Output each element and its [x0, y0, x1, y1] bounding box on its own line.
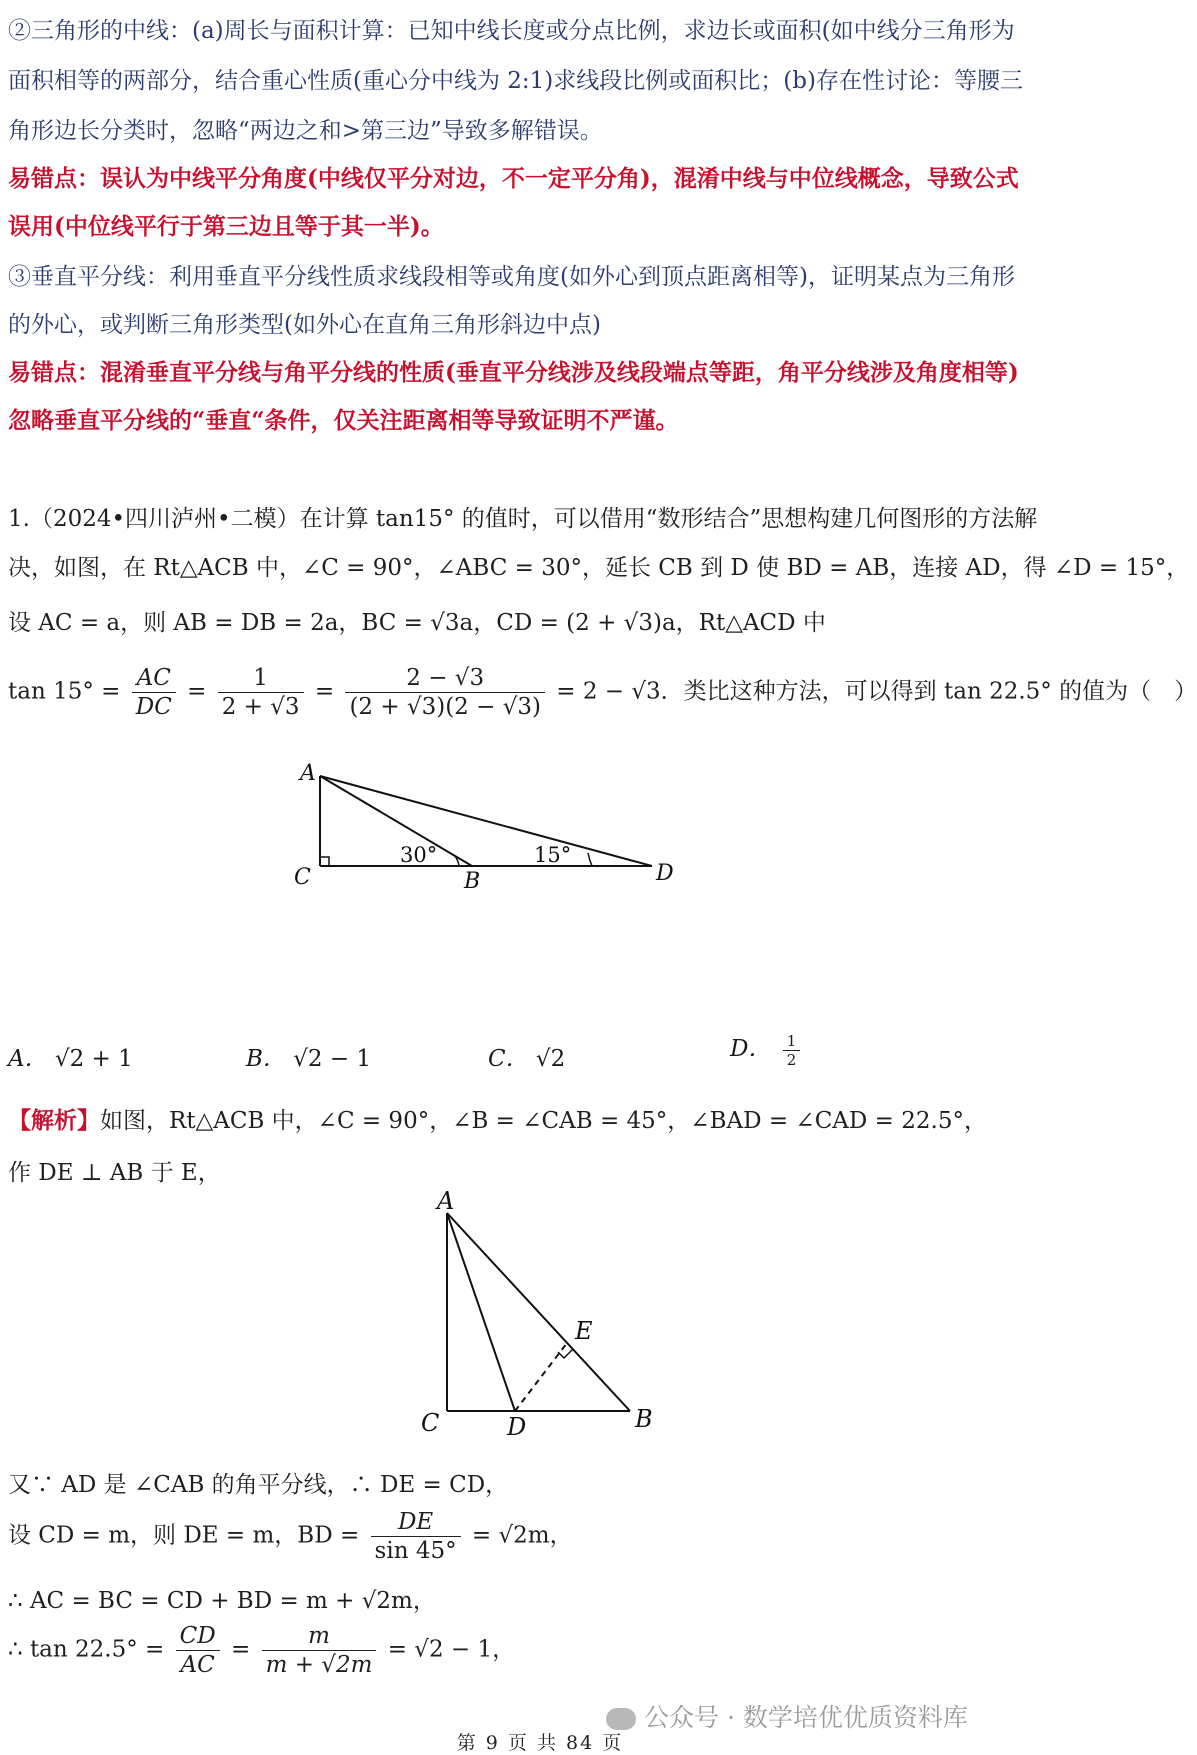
analysis-text: 如图，Rt△ACB 中，∠C = 90°，∠B = ∠CAB = 45°，∠BAD = ∠CAD = 22.5°，: [100, 1108, 987, 1134]
right-angle-mark-e: [558, 1349, 573, 1358]
option-b-value: √2 − 1: [293, 1046, 372, 1072]
fraction-rationalized: [345, 664, 545, 721]
fraction-denominator: (2 + √3)(2 − √3): [349, 694, 541, 720]
equals-sign: =: [314, 678, 335, 705]
fraction-m-over: [262, 1622, 377, 1679]
option-b-key: B．: [246, 1046, 286, 1072]
option-d-key: D．: [730, 1036, 772, 1062]
option-b[interactable]: [246, 1040, 371, 1073]
fraction-numerator: DE: [371, 1508, 461, 1537]
line4-prefix: 设 CD = m，则 DE = m，BD =: [8, 1522, 360, 1549]
fraction-denominator: AC: [180, 1652, 215, 1678]
pitfall-2-line-2: 忽略垂直平分线的“垂直“条件，仅关注距离相等导致证明不严谨。: [8, 407, 679, 434]
fraction-de-over-sin45: [371, 1508, 461, 1565]
label-a: A: [300, 761, 316, 786]
option-a[interactable]: [8, 1040, 133, 1073]
wechat-icon: [606, 1708, 636, 1730]
analysis-line-5: ∴ AC = BC = CD + BD = m + √2m，: [8, 1588, 436, 1614]
segment-ab: [320, 776, 472, 866]
line6-prefix: ∴ tan 22.5° =: [8, 1636, 165, 1663]
fraction-numerator: 2 − √3: [345, 664, 545, 693]
label-b: B: [635, 1405, 653, 1433]
right-angle-mark: [320, 857, 329, 866]
fraction-denominator: 2: [786, 1050, 797, 1069]
fraction-denominator: sin 45°: [374, 1538, 457, 1564]
line6-suffix: = √2 − 1，: [387, 1636, 516, 1663]
pitfall-1-line-2: 误用(中位线平行于第三边且等于其一半)。: [8, 213, 444, 240]
fraction-denominator: m + √2m: [265, 1652, 373, 1678]
fraction-numerator: 1: [218, 664, 304, 693]
fraction-denominator: DC: [135, 694, 172, 720]
figure-tan22-5-triangle: [415, 1187, 675, 1441]
formula-tail: = 2 − √3．类比这种方法，可以得到 tan 22.5° 的值为（ ）: [556, 678, 1197, 705]
angle-arc-15: [588, 853, 592, 866]
line4-suffix: = √2m，: [471, 1522, 573, 1549]
option-d[interactable]: [730, 1030, 804, 1069]
label-a: A: [437, 1187, 455, 1215]
formula-lhs: tan 15° =: [8, 678, 121, 705]
median-paragraph-line-2: 面积相等的两部分，结合重心性质(重心分中线为 2:1)求线段比例或面积比；(b)存在性讨论：等腰三: [8, 68, 1023, 94]
option-c-key: C．: [488, 1046, 529, 1072]
angle-label-15: 15°: [534, 843, 572, 867]
option-a-value: √2 + 1: [54, 1046, 133, 1072]
fraction-numerator: 1: [783, 1032, 801, 1051]
fraction-numerator: AC: [132, 664, 176, 693]
watermark-text: 公众号 · 数学培优优质资料库: [644, 1703, 968, 1732]
label-d: D: [507, 1413, 527, 1441]
bisector-paragraph-line-1: ③垂直平分线：利用垂直平分线性质求线段相等或角度(如外心到顶点距离相等)，证明某点为三角形: [8, 264, 1015, 290]
angle-label-30: 30°: [400, 843, 438, 867]
analysis-line-2: 作 DE ⊥ AB 于 E，: [8, 1160, 221, 1186]
fraction-ac-dc: [132, 664, 176, 721]
analysis-tag: 【解析】: [8, 1107, 100, 1134]
pitfall-2-line-1: 易错点：混淆垂直平分线与角平分线的性质(垂直平分线涉及线段端点等距，角平分线涉及角度相等): [8, 359, 1019, 386]
question-line-1: 1.（2024•四川泸州•二模）在计算 tan15° 的值时，可以借用“数形结合”思想构建几何图形的方法解: [8, 506, 1038, 532]
analysis-line-1: [8, 1102, 987, 1135]
option-a-key: A．: [8, 1046, 48, 1072]
median-paragraph-line-1: ②三角形的中线：(a)周长与面积计算：已知中线长度或分点比例，求边长或面积(如中线分三角形为: [8, 18, 1015, 44]
label-b: B: [464, 869, 481, 894]
analysis-line-6: [8, 1622, 515, 1679]
page-footer: 第 9 页 共 84 页: [456, 1732, 624, 1754]
question-line-2: 决，如图，在 Rt△ACB 中，∠C = 90°，∠ABC = 30°，延长 CB 到 D 使 BD = AB，连接 AD，得 ∠D = 15°，: [8, 555, 1190, 581]
equals-sign: =: [187, 678, 207, 705]
label-c: C: [294, 865, 311, 890]
fraction-denominator: 2 + √3: [221, 694, 300, 720]
option-c[interactable]: [488, 1040, 565, 1073]
label-c: C: [421, 1409, 440, 1437]
tan15-formula: [8, 664, 1197, 721]
analysis-line-3: 又∵ AD 是 ∠CAB 的角平分线，∴ DE = CD，: [8, 1472, 509, 1498]
label-e: E: [575, 1317, 593, 1345]
equals-sign: =: [231, 1636, 251, 1663]
option-c-value: √2: [535, 1046, 566, 1072]
fraction-cd-ac: [176, 1622, 220, 1679]
segment-ad: [320, 776, 652, 866]
bisector-paragraph-line-2: 的外心，或判断三角形类型(如外心在直角三角形斜边中点): [8, 312, 601, 338]
fraction-numerator: m: [262, 1622, 377, 1651]
option-d-fraction: [783, 1032, 801, 1069]
fraction-numerator: CD: [176, 1622, 220, 1651]
segment-ad: [447, 1213, 515, 1411]
question-line-3: 设 AC = a，则 AB = DB = 2a，BC = √3a，CD = (2 + √3)a，Rt△ACD 中: [8, 610, 826, 636]
fraction-1-over: [218, 664, 304, 721]
label-d: D: [656, 861, 674, 886]
median-paragraph-line-3: 角形边长分类时，忽略“两边之和>第三边”导致多解错误。: [8, 118, 603, 144]
analysis-line-4: [8, 1508, 573, 1565]
pitfall-1-line-1: 易错点：误认为中线平分角度(中线仅平分对边，不一定平分角)，混淆中线与中位线概念，导致公式: [8, 165, 1019, 192]
figure-tan15-triangle: [290, 760, 690, 895]
